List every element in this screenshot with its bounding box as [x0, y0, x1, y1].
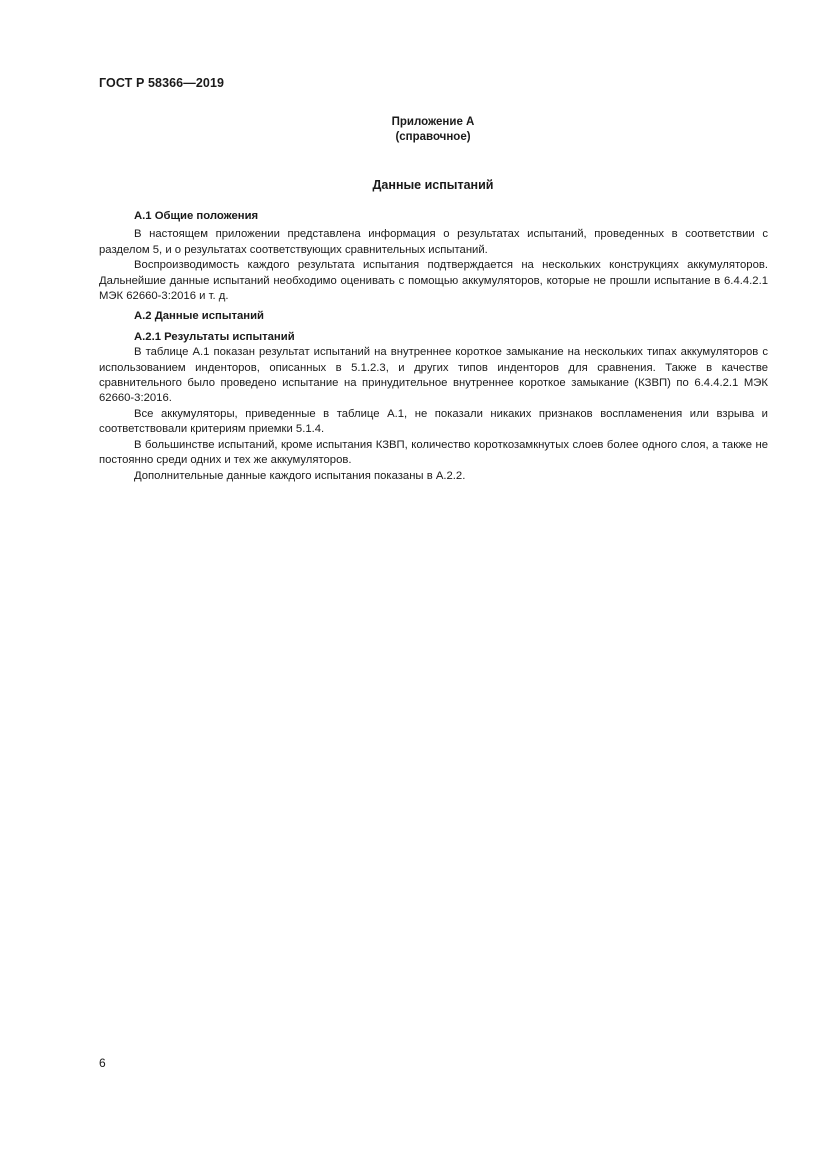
paragraph: В настоящем приложении представлена информация о результатах испытаний, проведенных в соответствии с разделом 5, и о результатах соответствующих сравнительных испытаний. — [99, 228, 768, 256]
section-heading: А.2 Данные испытаний — [134, 310, 264, 323]
section-heading: А.1 Общие положения — [134, 210, 259, 222]
annex-title-block — [0, 115, 826, 145]
paragraph: В большинстве испытаний, кроме испытания КЗВП, количество короткозамкнутых слоев более одного слоя, а также не постоянно среди одних и тех же аккумуляторов. — [99, 438, 768, 467]
annex-title: Приложение А — [391, 116, 475, 128]
document-body — [99, 209, 768, 484]
annex-subtitle: (справочное) — [395, 131, 471, 143]
document-heading: Данные испытаний — [372, 178, 494, 192]
paragraph: Воспроизводимость каждого результата испытания подтверждается на нескольких конструкциях аккумуляторов. Дальнейшие данные испытаний необходимо оценивать с помощью аккумуляторов, которые не прошли испытание в 6.4.4.2.1 МЭК 62660-3:2016 и т. д. — [99, 259, 768, 303]
page-number: 6 — [99, 1056, 106, 1070]
paragraph: В таблице А.1 показан результат испытаний на внутреннее короткое замыкание на нескольких типах аккумуляторов с использованием инденторов, описанных в 5.1.2.3, и других типов инденторов для сравнения. Также в качестве сравнительного было проведено испытание на принудительное внутреннее короткое замыкание (КЗВП) по 6.4.4.2.1 МЭК 62660-3:2016. — [99, 346, 768, 405]
paragraph: Все аккумуляторы, приведенные в таблице А.1, не показали никаких признаков воспламенения или взрыва и соответствовали критериям приемки 5.1.4. — [99, 407, 768, 436]
standard-code: ГОСТ Р 58366—2019 — [99, 76, 225, 90]
subsection-heading: А.2.1 Результаты испытаний — [134, 330, 295, 343]
paragraph: Дополнительные данные каждого испытания показаны в А.2.2. — [134, 469, 466, 482]
